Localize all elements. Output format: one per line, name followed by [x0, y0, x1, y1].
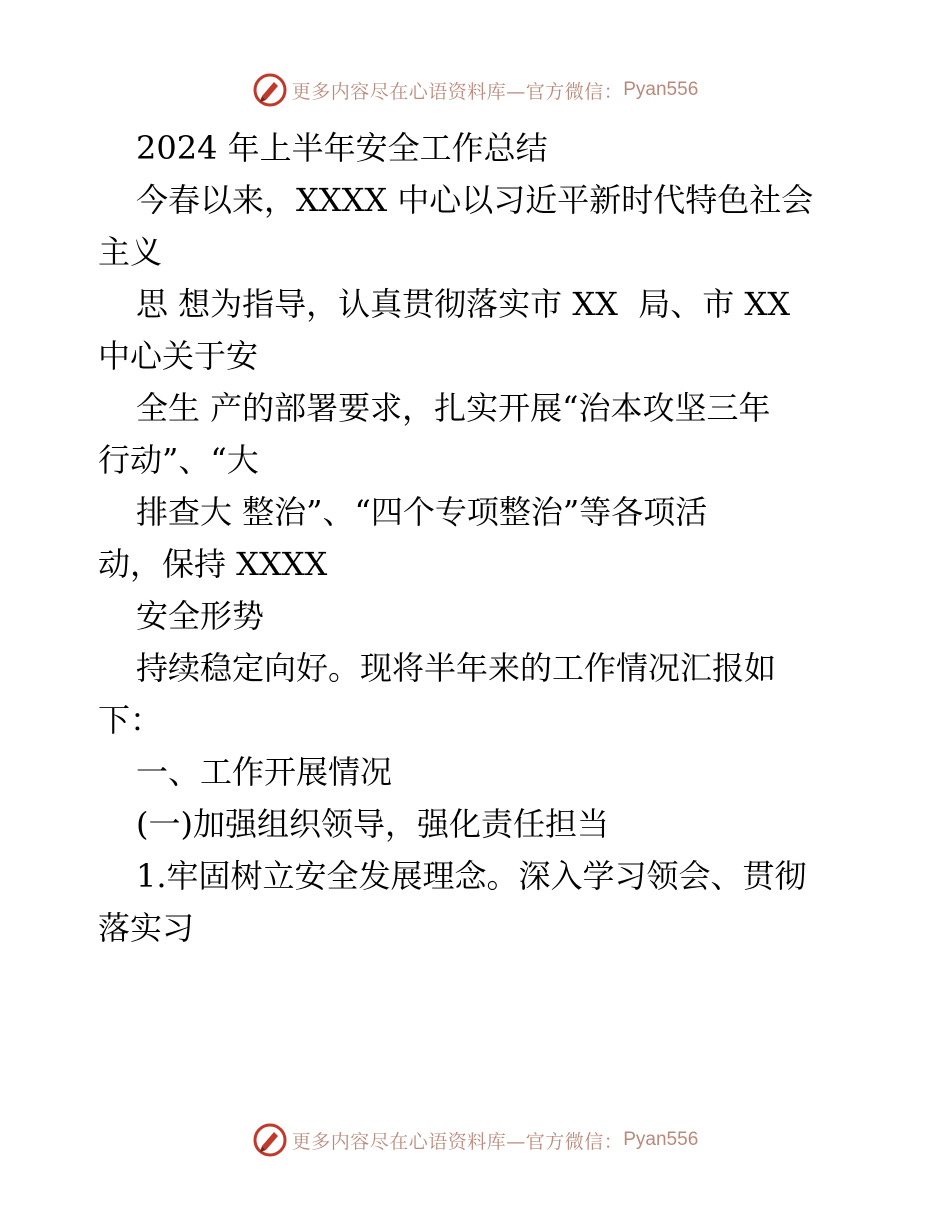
watermark-footer	[0, 1118, 950, 1162]
paragraph-line	[98, 278, 850, 382]
line-text: 今春以来，XXXX 中心以习近平新时代特色社会	[136, 181, 814, 219]
watermark-account: Pyan556	[623, 1129, 699, 1150]
paragraph-line	[98, 746, 850, 798]
section-heading: 一、工作开展情况	[136, 753, 393, 791]
watermark-text: 更多内容尽在心语资料库—官方微信：	[291, 1130, 624, 1153]
paragraph-line	[98, 590, 850, 642]
paragraph-line	[98, 850, 850, 954]
pen-logo-icon	[252, 1122, 288, 1158]
paragraph-line	[98, 382, 850, 486]
watermark-account: Pyan556	[623, 79, 699, 100]
line-continuation: 落实习	[98, 909, 195, 947]
paragraph-line	[98, 122, 850, 174]
document-body	[98, 122, 850, 954]
line-text: 思 想为指导，认真贯彻落实市 XX 局、市 XX	[136, 285, 790, 323]
pen-logo-icon	[252, 72, 288, 108]
line-text: 排查大 整治”、“四个专项整治”等各项活	[136, 493, 708, 531]
paragraph-line	[98, 174, 850, 278]
line-continuation: 主义	[98, 233, 163, 271]
line-continuation: 下：	[98, 701, 163, 739]
line-continuation: 动，保持 XXXX	[98, 545, 328, 583]
line-continuation: 中心关于安	[98, 337, 259, 375]
document-title: 2024 年上半年安全工作总结	[136, 129, 548, 167]
line-text: 全生 产的部署要求，扎实开展“治本攻坚三年	[136, 389, 771, 427]
paragraph-line	[98, 486, 850, 590]
paragraph-line	[98, 798, 850, 850]
line-text: 持续稳定向好。现将半年来的工作情况汇报如	[136, 649, 777, 687]
subsection-heading: (一)加强组织领导，强化责任担当	[136, 805, 609, 843]
watermark-text: 更多内容尽在心语资料库—官方微信：	[291, 80, 624, 103]
paragraph-line	[98, 642, 850, 746]
watermark-header	[0, 68, 950, 112]
line-continuation: 行动”、“大	[98, 441, 259, 479]
line-text: 1.牢固树立安全发展理念。深入学习领会、贯彻	[136, 857, 807, 895]
line-text: 安全形势	[136, 597, 265, 635]
